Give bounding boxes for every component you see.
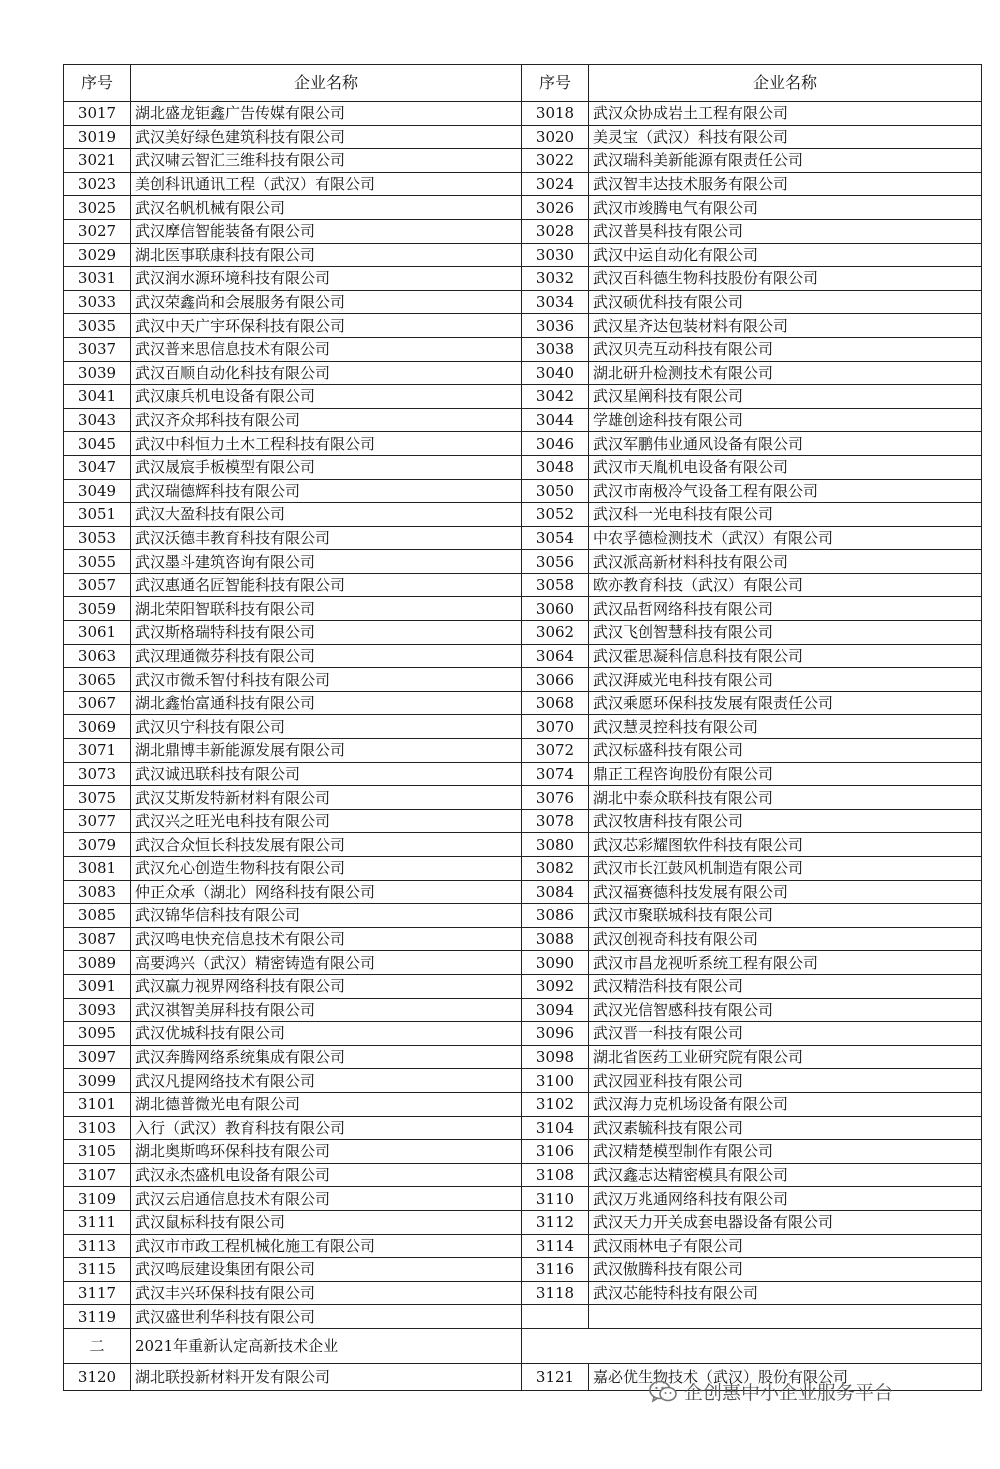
left-serial-cell: 3025 — [64, 196, 131, 220]
right-company-cell: 武汉智丰达技术服务有限公司 — [589, 172, 982, 196]
right-serial-cell: 3026 — [522, 196, 589, 220]
right-serial-cell: 3116 — [522, 1258, 589, 1282]
right-company-cell: 武汉贝壳互动科技有限公司 — [589, 337, 982, 361]
left-serial-cell: 3059 — [64, 597, 131, 621]
left-serial-cell: 3079 — [64, 833, 131, 857]
right-company-cell: 武汉百科德生物科技股份有限公司 — [589, 267, 982, 291]
right-company-cell: 武汉星阐科技有限公司 — [589, 385, 982, 409]
right-serial-cell: 3108 — [522, 1163, 589, 1187]
right-company-cell: 武汉雨林电子有限公司 — [589, 1234, 982, 1258]
right-company-cell: 武汉傲腾科技有限公司 — [589, 1258, 982, 1282]
left-serial-cell: 3077 — [64, 809, 131, 833]
right-serial-cell: 3096 — [522, 1022, 589, 1046]
right-company-cell: 武汉科一光电科技有限公司 — [589, 503, 982, 527]
right-serial-cell: 3094 — [522, 998, 589, 1022]
left-company-cell: 入行（武汉）教育科技有限公司 — [131, 1116, 522, 1140]
table-row — [64, 125, 982, 149]
table-row — [64, 597, 982, 621]
left-company-cell: 湖北鑫怡富通科技有限公司 — [131, 691, 522, 715]
section-title: 2021年重新认定高新技术企业 — [131, 1328, 522, 1363]
table-row — [64, 149, 982, 173]
left-company-cell: 湖北鼎博丰新能源发展有限公司 — [131, 739, 522, 763]
left-company-cell: 武汉赢力视界网络科技有限公司 — [131, 974, 522, 998]
table-row — [64, 503, 982, 527]
left-company-cell: 武汉永杰盛机电设备有限公司 — [131, 1163, 522, 1187]
left-serial-cell: 3115 — [64, 1258, 131, 1282]
left-serial-cell: 3097 — [64, 1045, 131, 1069]
left-serial-cell: 3045 — [64, 432, 131, 456]
right-company-cell: 武汉霍思凝科信息科技有限公司 — [589, 644, 982, 668]
right-serial-cell: 3050 — [522, 479, 589, 503]
right-serial-cell: 3028 — [522, 219, 589, 243]
table-row — [64, 1116, 982, 1140]
table-row — [64, 314, 982, 338]
right-serial-cell: 3110 — [522, 1187, 589, 1211]
left-serial-cell: 3035 — [64, 314, 131, 338]
right-serial-cell: 3064 — [522, 644, 589, 668]
left-serial-cell: 3023 — [64, 172, 131, 196]
table-row — [64, 550, 982, 574]
left-company-cell: 武汉鸣电快充信息技术有限公司 — [131, 927, 522, 951]
right-company-cell — [589, 1305, 982, 1329]
table-row — [64, 998, 982, 1022]
right-company-cell: 武汉派高新材料科技有限公司 — [589, 550, 982, 574]
left-company-cell: 武汉中天广宇环保科技有限公司 — [131, 314, 522, 338]
left-company-cell: 美创科讯通讯工程（武汉）有限公司 — [131, 172, 522, 196]
left-serial-cell: 3091 — [64, 974, 131, 998]
right-serial-cell: 3084 — [522, 880, 589, 904]
right-serial-cell: 3030 — [522, 243, 589, 267]
left-serial-cell: 3105 — [64, 1140, 131, 1164]
right-company-cell: 武汉市南极冷气设备工程有限公司 — [589, 479, 982, 503]
left-company-cell: 武汉荣鑫尚和会展服务有限公司 — [131, 290, 522, 314]
table-row — [64, 1210, 982, 1234]
left-company-cell: 武汉诚迅联科技有限公司 — [131, 762, 522, 786]
left-serial-cell: 3103 — [64, 1116, 131, 1140]
right-company-cell: 武汉福赛德科技发展有限公司 — [589, 880, 982, 904]
left-company-cell: 武汉锦华信科技有限公司 — [131, 904, 522, 928]
left-company-cell: 武汉瑞德辉科技有限公司 — [131, 479, 522, 503]
right-company-cell: 武汉万兆通网络科技有限公司 — [589, 1187, 982, 1211]
header-row — [64, 65, 982, 102]
table-row — [64, 408, 982, 432]
right-serial-cell: 3048 — [522, 455, 589, 479]
right-company-cell: 嘉必优生物技术（武汉）股份有限公司 — [589, 1363, 982, 1390]
left-company-cell: 武汉美好绿色建筑科技有限公司 — [131, 125, 522, 149]
right-company-cell: 武汉众协成岩土工程有限公司 — [589, 102, 982, 126]
right-serial-cell: 3106 — [522, 1140, 589, 1164]
left-company-cell: 武汉优城科技有限公司 — [131, 1022, 522, 1046]
right-serial-cell: 3018 — [522, 102, 589, 126]
left-serial-cell: 3039 — [64, 361, 131, 385]
table-row — [64, 833, 982, 857]
left-serial-cell: 3093 — [64, 998, 131, 1022]
right-company-cell: 武汉湃威光电科技有限公司 — [589, 668, 982, 692]
right-serial-cell: 3092 — [522, 974, 589, 998]
right-serial-cell: 3032 — [522, 267, 589, 291]
left-company-cell: 武汉惠通名匠智能科技有限公司 — [131, 573, 522, 597]
right-serial-cell: 3046 — [522, 432, 589, 456]
right-serial-cell: 3024 — [522, 172, 589, 196]
table-row — [64, 880, 982, 904]
table-row — [64, 857, 982, 881]
wechat-icon — [648, 1379, 678, 1405]
right-serial-cell: 3070 — [522, 715, 589, 739]
right-serial-cell: 3121 — [522, 1363, 589, 1390]
left-serial-cell: 3053 — [64, 526, 131, 550]
right-serial-cell: 3020 — [522, 125, 589, 149]
left-serial-cell: 3119 — [64, 1305, 131, 1329]
right-serial-cell: 3042 — [522, 385, 589, 409]
left-serial-cell: 3047 — [64, 455, 131, 479]
right-company-cell: 武汉星齐达包装材料有限公司 — [589, 314, 982, 338]
right-serial-cell: 3036 — [522, 314, 589, 338]
left-serial-cell: 3027 — [64, 219, 131, 243]
footer-watermark — [648, 1378, 893, 1405]
table-row — [64, 526, 982, 550]
left-serial-cell: 3061 — [64, 621, 131, 645]
left-serial-cell: 3037 — [64, 337, 131, 361]
table-row — [64, 644, 982, 668]
table-row — [64, 1258, 982, 1282]
table-row — [64, 573, 982, 597]
right-company-cell: 武汉普昊科技有限公司 — [589, 219, 982, 243]
left-serial-cell: 3109 — [64, 1187, 131, 1211]
table-row — [64, 691, 982, 715]
header-name-right: 企业名称 — [589, 65, 982, 102]
right-serial-cell: 3090 — [522, 951, 589, 975]
table-row — [64, 762, 982, 786]
right-company-cell: 武汉市竣腾电气有限公司 — [589, 196, 982, 220]
left-company-cell: 武汉斯格瑞特科技有限公司 — [131, 621, 522, 645]
left-serial-cell: 3069 — [64, 715, 131, 739]
right-serial-cell: 3076 — [522, 786, 589, 810]
left-company-cell: 武汉名帆机械有限公司 — [131, 196, 522, 220]
right-serial-cell: 3078 — [522, 809, 589, 833]
left-serial-cell: 3057 — [64, 573, 131, 597]
left-serial-cell: 3107 — [64, 1163, 131, 1187]
left-company-cell: 武汉润水源环境科技有限公司 — [131, 267, 522, 291]
table-row — [64, 337, 982, 361]
right-serial-cell: 3098 — [522, 1045, 589, 1069]
right-company-cell: 鼎正工程咨询股份有限公司 — [589, 762, 982, 786]
table-row — [64, 1281, 982, 1305]
table-row — [64, 1069, 982, 1093]
right-company-cell: 武汉牧唐科技有限公司 — [589, 809, 982, 833]
right-company-cell: 武汉创视奇科技有限公司 — [589, 927, 982, 951]
header-name-left: 企业名称 — [131, 65, 522, 102]
table-row — [64, 809, 982, 833]
left-company-cell: 武汉大盈科技有限公司 — [131, 503, 522, 527]
left-company-cell: 湖北医事联康科技有限公司 — [131, 243, 522, 267]
right-company-cell: 武汉硕优科技有限公司 — [589, 290, 982, 314]
table-row — [64, 786, 982, 810]
right-serial-cell: 3082 — [522, 857, 589, 881]
table-row — [64, 219, 982, 243]
right-company-cell: 武汉精楚模型制作有限公司 — [589, 1140, 982, 1164]
right-company-cell: 武汉精浩科技有限公司 — [589, 974, 982, 998]
left-company-cell: 武汉康兵机电设备有限公司 — [131, 385, 522, 409]
table-row — [64, 385, 982, 409]
right-company-cell: 武汉标盛科技有限公司 — [589, 739, 982, 763]
left-company-cell: 武汉祺智美屏科技有限公司 — [131, 998, 522, 1022]
table-row — [64, 1140, 982, 1164]
left-company-cell: 仲正众承（湖北）网络科技有限公司 — [131, 880, 522, 904]
right-serial-cell: 3100 — [522, 1069, 589, 1093]
right-serial-cell: 3058 — [522, 573, 589, 597]
table-row — [64, 1187, 982, 1211]
section-row — [64, 1328, 982, 1363]
right-serial-cell: 3038 — [522, 337, 589, 361]
left-serial-cell: 3120 — [64, 1363, 131, 1390]
right-serial-cell: 3072 — [522, 739, 589, 763]
right-serial-cell: 3040 — [522, 361, 589, 385]
table-row — [64, 951, 982, 975]
left-company-cell: 武汉凡提网络技术有限公司 — [131, 1069, 522, 1093]
right-company-cell: 武汉天力开关成套电器设备有限公司 — [589, 1210, 982, 1234]
left-serial-cell: 3055 — [64, 550, 131, 574]
table-row — [64, 267, 982, 291]
right-serial-cell: 3022 — [522, 149, 589, 173]
left-company-cell: 武汉允心创造生物科技有限公司 — [131, 857, 522, 881]
right-company-cell: 武汉市昌龙视听系统工程有限公司 — [589, 951, 982, 975]
right-company-cell: 武汉海力克机场设备有限公司 — [589, 1092, 982, 1116]
enterprise-table — [63, 64, 982, 1391]
right-serial-cell: 3104 — [522, 1116, 589, 1140]
left-company-cell: 武汉奔腾网络系统集成有限公司 — [131, 1045, 522, 1069]
right-company-cell: 武汉军鹏伟业通风设备有限公司 — [589, 432, 982, 456]
table-row — [64, 243, 982, 267]
right-company-cell: 武汉素毓科技有限公司 — [589, 1116, 982, 1140]
right-company-cell: 武汉慧灵控科技有限公司 — [589, 715, 982, 739]
table-row — [64, 172, 982, 196]
left-company-cell: 湖北荣阳智联科技有限公司 — [131, 597, 522, 621]
left-company-cell: 武汉百顺自动化科技有限公司 — [131, 361, 522, 385]
right-company-cell: 学雄创途科技有限公司 — [589, 408, 982, 432]
left-serial-cell: 3051 — [64, 503, 131, 527]
right-serial-cell — [522, 1305, 589, 1329]
right-company-cell: 武汉园亚科技有限公司 — [589, 1069, 982, 1093]
left-company-cell: 武汉中科恒力土木工程科技有限公司 — [131, 432, 522, 456]
left-serial-cell: 3067 — [64, 691, 131, 715]
right-serial-cell: 3074 — [522, 762, 589, 786]
left-serial-cell: 3101 — [64, 1092, 131, 1116]
right-company-cell: 武汉中运自动化有限公司 — [589, 243, 982, 267]
left-serial-cell: 3049 — [64, 479, 131, 503]
left-company-cell: 武汉盛世利华科技有限公司 — [131, 1305, 522, 1329]
table-row — [64, 290, 982, 314]
right-serial-cell: 3044 — [522, 408, 589, 432]
left-serial-cell: 3095 — [64, 1022, 131, 1046]
right-company-cell: 武汉光信智感科技有限公司 — [589, 998, 982, 1022]
right-serial-cell: 3114 — [522, 1234, 589, 1258]
table-row — [64, 1092, 982, 1116]
table-row — [64, 927, 982, 951]
right-serial-cell: 3054 — [522, 526, 589, 550]
right-company-cell: 武汉品哲网络科技有限公司 — [589, 597, 982, 621]
table-row — [64, 739, 982, 763]
left-company-cell: 武汉墨斗建筑咨询有限公司 — [131, 550, 522, 574]
right-serial-cell: 3118 — [522, 1281, 589, 1305]
section-blank-cell — [522, 1328, 982, 1363]
left-serial-cell: 3019 — [64, 125, 131, 149]
left-company-cell: 武汉理通微芬科技有限公司 — [131, 644, 522, 668]
left-company-cell: 武汉丰兴环保科技有限公司 — [131, 1281, 522, 1305]
left-serial-cell: 3021 — [64, 149, 131, 173]
header-no-left: 序号 — [64, 65, 131, 102]
table-row — [64, 196, 982, 220]
table-row — [64, 1163, 982, 1187]
right-serial-cell: 3062 — [522, 621, 589, 645]
left-company-cell: 武汉啸云智汇三维科技有限公司 — [131, 149, 522, 173]
right-serial-cell: 3056 — [522, 550, 589, 574]
left-serial-cell: 3041 — [64, 385, 131, 409]
left-company-cell: 武汉贝宁科技有限公司 — [131, 715, 522, 739]
right-company-cell: 武汉市长江鼓风机制造有限公司 — [589, 857, 982, 881]
left-serial-cell: 3087 — [64, 927, 131, 951]
left-company-cell: 武汉晟宸手板模型有限公司 — [131, 455, 522, 479]
left-company-cell: 武汉市微禾智付科技有限公司 — [131, 668, 522, 692]
table-row — [64, 361, 982, 385]
left-serial-cell: 3083 — [64, 880, 131, 904]
left-company-cell: 武汉摩信智能装备有限公司 — [131, 219, 522, 243]
right-company-cell: 武汉鑫志达精密模具有限公司 — [589, 1163, 982, 1187]
header-no-right: 序号 — [522, 65, 589, 102]
right-serial-cell: 3052 — [522, 503, 589, 527]
left-serial-cell: 3063 — [64, 644, 131, 668]
left-company-cell: 湖北奥斯鸣环保科技有限公司 — [131, 1140, 522, 1164]
table-row — [64, 1045, 982, 1069]
table-row — [64, 479, 982, 503]
right-serial-cell: 3080 — [522, 833, 589, 857]
left-serial-cell: 3033 — [64, 290, 131, 314]
left-serial-cell: 3075 — [64, 786, 131, 810]
left-company-cell: 武汉沃德丰教育科技有限公司 — [131, 526, 522, 550]
table-row — [64, 668, 982, 692]
left-company-cell: 湖北联投新材料开发有限公司 — [131, 1363, 522, 1390]
left-serial-cell: 3085 — [64, 904, 131, 928]
right-company-cell: 武汉市聚联城科技有限公司 — [589, 904, 982, 928]
right-serial-cell: 3034 — [522, 290, 589, 314]
right-company-cell: 中农孚德检测技术（武汉）有限公司 — [589, 526, 982, 550]
left-serial-cell: 3117 — [64, 1281, 131, 1305]
table-row — [64, 1022, 982, 1046]
left-company-cell: 武汉合众恒长科技发展有限公司 — [131, 833, 522, 857]
left-company-cell: 武汉鸣辰建设集团有限公司 — [131, 1258, 522, 1282]
table-row — [64, 715, 982, 739]
left-serial-cell: 3089 — [64, 951, 131, 975]
left-company-cell: 武汉云启通信息技术有限公司 — [131, 1187, 522, 1211]
right-serial-cell: 3112 — [522, 1210, 589, 1234]
right-company-cell: 武汉瑞科美新能源有限责任公司 — [589, 149, 982, 173]
left-serial-cell: 3017 — [64, 102, 131, 126]
left-serial-cell: 3111 — [64, 1210, 131, 1234]
right-company-cell: 武汉晋一科技有限公司 — [589, 1022, 982, 1046]
left-serial-cell: 3073 — [64, 762, 131, 786]
right-serial-cell: 3066 — [522, 668, 589, 692]
right-company-cell: 欧亦教育科技（武汉）有限公司 — [589, 573, 982, 597]
right-company-cell: 武汉飞创智慧科技有限公司 — [589, 621, 982, 645]
table-row — [64, 455, 982, 479]
left-company-cell: 武汉市市政工程机械化施工有限公司 — [131, 1234, 522, 1258]
table-row — [64, 102, 982, 126]
left-company-cell: 武汉普来思信息技术有限公司 — [131, 337, 522, 361]
left-company-cell: 高要鸿兴（武汉）精密铸造有限公司 — [131, 951, 522, 975]
right-serial-cell: 3102 — [522, 1092, 589, 1116]
left-serial-cell: 3031 — [64, 267, 131, 291]
right-company-cell: 湖北研升检测技术有限公司 — [589, 361, 982, 385]
table-row — [64, 432, 982, 456]
right-company-cell: 武汉芯能特科技有限公司 — [589, 1281, 982, 1305]
right-serial-cell: 3088 — [522, 927, 589, 951]
right-serial-cell: 3068 — [522, 691, 589, 715]
section-number: 二 — [64, 1328, 131, 1363]
left-serial-cell: 3081 — [64, 857, 131, 881]
left-company-cell: 武汉齐众邦科技有限公司 — [131, 408, 522, 432]
right-company-cell: 武汉乘愿环保科技发展有限责任公司 — [589, 691, 982, 715]
right-company-cell: 武汉芯彩耀图软件科技有限公司 — [589, 833, 982, 857]
left-company-cell: 湖北德普微光电有限公司 — [131, 1092, 522, 1116]
table-row — [64, 974, 982, 998]
left-serial-cell: 3065 — [64, 668, 131, 692]
right-serial-cell: 3060 — [522, 597, 589, 621]
table-row — [64, 1234, 982, 1258]
table-row — [64, 904, 982, 928]
table-row — [64, 621, 982, 645]
right-serial-cell: 3086 — [522, 904, 589, 928]
left-company-cell: 武汉艾斯发特新材料有限公司 — [131, 786, 522, 810]
left-serial-cell: 3071 — [64, 739, 131, 763]
right-company-cell: 美灵宝（武汉）科技有限公司 — [589, 125, 982, 149]
right-company-cell: 湖北中泰众联科技有限公司 — [589, 786, 982, 810]
left-company-cell: 武汉兴之旺光电科技有限公司 — [131, 809, 522, 833]
footer-text: 企创惠中小企业服务平台 — [684, 1382, 894, 1404]
table-row — [64, 1305, 982, 1329]
left-company-cell: 武汉鼠标科技有限公司 — [131, 1210, 522, 1234]
left-serial-cell: 3099 — [64, 1069, 131, 1093]
right-company-cell: 武汉市天胤机电设备有限公司 — [589, 455, 982, 479]
left-company-cell: 湖北盛龙钜鑫广告传媒有限公司 — [131, 102, 522, 126]
left-serial-cell: 3043 — [64, 408, 131, 432]
left-serial-cell: 3029 — [64, 243, 131, 267]
left-serial-cell: 3113 — [64, 1234, 131, 1258]
right-company-cell: 湖北省医药工业研究院有限公司 — [589, 1045, 982, 1069]
